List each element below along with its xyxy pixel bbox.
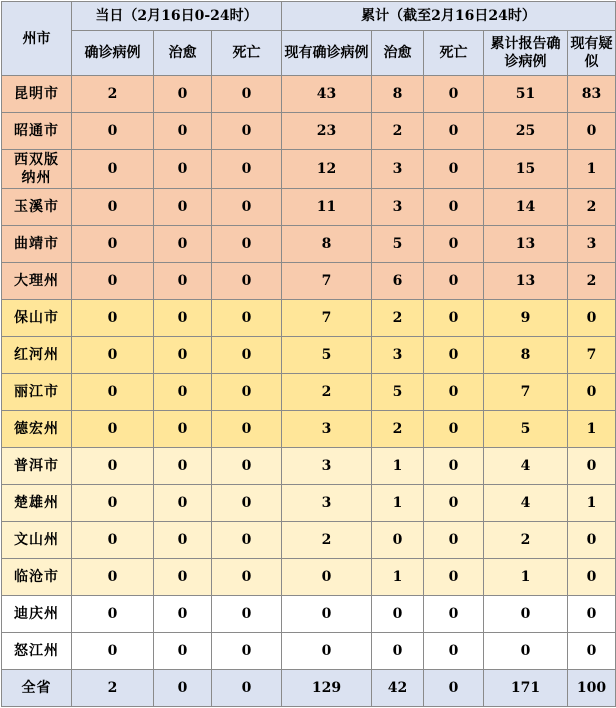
- daily-cured-cell: 0: [154, 226, 212, 263]
- cumulative-reported-cell: 1: [484, 559, 568, 596]
- daily-cured-cell: 0: [154, 150, 212, 189]
- daily-cured-header: 治愈: [154, 31, 212, 76]
- cumulative-deaths-cell: 0: [424, 300, 484, 337]
- current-confirmed-cell: 0: [282, 559, 372, 596]
- table-row: [2, 411, 616, 448]
- cumulative-deaths-cell: 0: [424, 150, 484, 189]
- region-name-cell: 德宏州: [2, 411, 72, 448]
- daily-confirmed-cell: 0: [72, 485, 154, 522]
- current-confirmed-cell: 11: [282, 189, 372, 226]
- daily-confirmed-cell: 0: [72, 596, 154, 633]
- current-suspected-cell: 83: [568, 76, 616, 113]
- current-suspected-cell: 0: [568, 300, 616, 337]
- cumulative-cured-cell: 1: [372, 559, 424, 596]
- table-row: [2, 633, 616, 670]
- cumulative-reported-cell: 7: [484, 374, 568, 411]
- current-confirmed-cell: 5: [282, 337, 372, 374]
- cumulative-reported-cell: 2: [484, 522, 568, 559]
- cumulative-group-header: 累计（截至2月16日24时）: [282, 2, 616, 31]
- region-name-cell: 楚雄州: [2, 485, 72, 522]
- current-suspected-cell: 0: [568, 596, 616, 633]
- daily-deaths-cell: 0: [212, 485, 282, 522]
- region-name-cell: 玉溪市: [2, 189, 72, 226]
- current-confirmed-cell: 7: [282, 263, 372, 300]
- daily-cured-cell: 0: [154, 337, 212, 374]
- current-suspected-cell: 1: [568, 411, 616, 448]
- cumulative-deaths-cell: 0: [424, 189, 484, 226]
- region-name-cell: 昭通市: [2, 113, 72, 150]
- cumulative-reported-cell: 5: [484, 411, 568, 448]
- current-suspected-cell: 2: [568, 263, 616, 300]
- table-body: [2, 76, 616, 670]
- daily-deaths-cell: 0: [212, 189, 282, 226]
- cumulative-deaths-cell: 0: [424, 485, 484, 522]
- daily-deaths-cell: 0: [212, 448, 282, 485]
- table-row: [2, 374, 616, 411]
- cumulative-cured-cell: 5: [372, 226, 424, 263]
- daily-deaths-cell: 0: [212, 76, 282, 113]
- total-cumulative-cured: 42: [372, 670, 424, 707]
- daily-cured-cell: 0: [154, 300, 212, 337]
- cumulative-deaths-cell: 0: [424, 559, 484, 596]
- daily-deaths-cell: 0: [212, 263, 282, 300]
- current-confirmed-cell: 3: [282, 448, 372, 485]
- table-row: [2, 337, 616, 374]
- cumulative-cured-cell: 6: [372, 263, 424, 300]
- cumulative-reported-cell: 4: [484, 485, 568, 522]
- total-daily-cured: 0: [154, 670, 212, 707]
- current-suspected-cell: 7: [568, 337, 616, 374]
- cumulative-cured-cell: 3: [372, 189, 424, 226]
- cumulative-deaths-cell: 0: [424, 374, 484, 411]
- current-confirmed-cell: 0: [282, 596, 372, 633]
- table-row: [2, 596, 616, 633]
- daily-deaths-cell: 0: [212, 150, 282, 189]
- cumulative-cured-cell: 3: [372, 150, 424, 189]
- total-label: 全省: [2, 670, 72, 707]
- current-confirmed-header: 现有确诊病例: [282, 31, 372, 76]
- table-row: [2, 300, 616, 337]
- daily-deaths-cell: 0: [212, 226, 282, 263]
- current-suspected-cell: 0: [568, 559, 616, 596]
- current-suspected-cell: 1: [568, 485, 616, 522]
- cumulative-cured-cell: 2: [372, 300, 424, 337]
- daily-cured-cell: 0: [154, 374, 212, 411]
- cumulative-cured-cell: 5: [372, 374, 424, 411]
- cumulative-reported-cell: 9: [484, 300, 568, 337]
- region-name-cell: 普洱市: [2, 448, 72, 485]
- current-suspected-header: 现有疑似: [568, 31, 616, 76]
- daily-deaths-header: 死亡: [212, 31, 282, 76]
- cumulative-deaths-cell: 0: [424, 522, 484, 559]
- current-suspected-cell: 0: [568, 113, 616, 150]
- daily-cured-cell: 0: [154, 411, 212, 448]
- daily-confirmed-cell: 0: [72, 189, 154, 226]
- total-daily-deaths: 0: [212, 670, 282, 707]
- cumulative-deaths-header: 死亡: [424, 31, 484, 76]
- daily-confirmed-cell: 0: [72, 522, 154, 559]
- current-confirmed-cell: 7: [282, 300, 372, 337]
- region-name-cell: 曲靖市: [2, 226, 72, 263]
- epidemic-stats-table: [1, 1, 616, 707]
- cumulative-cured-cell: 1: [372, 485, 424, 522]
- daily-cured-cell: 0: [154, 113, 212, 150]
- daily-confirmed-cell: 0: [72, 263, 154, 300]
- current-suspected-cell: 0: [568, 374, 616, 411]
- region-column-header: 州市: [2, 2, 72, 76]
- cumulative-reported-cell: 8: [484, 337, 568, 374]
- table-row: [2, 76, 616, 113]
- total-cumulative-deaths: 0: [424, 670, 484, 707]
- table-row: [2, 522, 616, 559]
- region-name-cell: 临沧市: [2, 559, 72, 596]
- daily-confirmed-header: 确诊病例: [72, 31, 154, 76]
- current-suspected-cell: 0: [568, 448, 616, 485]
- cumulative-deaths-cell: 0: [424, 76, 484, 113]
- region-name-cell: 文山州: [2, 522, 72, 559]
- cumulative-reported-cell: 0: [484, 596, 568, 633]
- cumulative-deaths-cell: 0: [424, 411, 484, 448]
- current-suspected-cell: 0: [568, 522, 616, 559]
- daily-confirmed-cell: 0: [72, 226, 154, 263]
- cumulative-deaths-cell: 0: [424, 633, 484, 670]
- daily-cured-cell: 0: [154, 263, 212, 300]
- daily-group-header: 当日（2月16日0-24时）: [72, 2, 282, 31]
- daily-deaths-cell: 0: [212, 411, 282, 448]
- daily-confirmed-cell: 0: [72, 633, 154, 670]
- daily-cured-cell: 0: [154, 522, 212, 559]
- current-suspected-cell: 0: [568, 633, 616, 670]
- current-suspected-cell: 3: [568, 226, 616, 263]
- table-row: [2, 226, 616, 263]
- region-name-cell: 大理州: [2, 263, 72, 300]
- table-row: [2, 189, 616, 226]
- region-name-cell: 迪庆州: [2, 596, 72, 633]
- daily-confirmed-cell: 0: [72, 337, 154, 374]
- current-confirmed-cell: 3: [282, 411, 372, 448]
- table-row: [2, 263, 616, 300]
- daily-deaths-cell: 0: [212, 596, 282, 633]
- cumulative-cured-cell: 0: [372, 522, 424, 559]
- table-row: [2, 559, 616, 596]
- daily-deaths-cell: 0: [212, 522, 282, 559]
- current-confirmed-cell: 3: [282, 485, 372, 522]
- current-confirmed-cell: 2: [282, 522, 372, 559]
- cumulative-cured-cell: 1: [372, 448, 424, 485]
- cumulative-cured-header: 治愈: [372, 31, 424, 76]
- current-confirmed-cell: 2: [282, 374, 372, 411]
- cumulative-reported-cell: 14: [484, 189, 568, 226]
- cumulative-cured-cell: 2: [372, 113, 424, 150]
- region-name-cell: 红河州: [2, 337, 72, 374]
- cumulative-deaths-cell: 0: [424, 113, 484, 150]
- current-suspected-cell: 2: [568, 189, 616, 226]
- cumulative-reported-cell: 13: [484, 226, 568, 263]
- current-confirmed-cell: 12: [282, 150, 372, 189]
- daily-deaths-cell: 0: [212, 559, 282, 596]
- daily-cured-cell: 0: [154, 76, 212, 113]
- daily-cured-cell: 0: [154, 485, 212, 522]
- cumulative-deaths-cell: 0: [424, 226, 484, 263]
- table-row: [2, 113, 616, 150]
- total-current-confirmed: 129: [282, 670, 372, 707]
- total-cumulative-reported: 171: [484, 670, 568, 707]
- current-confirmed-cell: 0: [282, 633, 372, 670]
- daily-confirmed-cell: 0: [72, 374, 154, 411]
- cumulative-reported-cell: 13: [484, 263, 568, 300]
- current-suspected-cell: 1: [568, 150, 616, 189]
- daily-deaths-cell: 0: [212, 113, 282, 150]
- daily-cured-cell: 0: [154, 559, 212, 596]
- cumulative-reported-cell: 15: [484, 150, 568, 189]
- cumulative-deaths-cell: 0: [424, 263, 484, 300]
- cumulative-reported-cell: 51: [484, 76, 568, 113]
- region-name-cell: 怒江州: [2, 633, 72, 670]
- region-name-cell: 丽江市: [2, 374, 72, 411]
- cumulative-deaths-cell: 0: [424, 596, 484, 633]
- daily-cured-cell: 0: [154, 448, 212, 485]
- cumulative-reported-cell: 4: [484, 448, 568, 485]
- total-current-suspected: 100: [568, 670, 616, 707]
- daily-confirmed-cell: 0: [72, 300, 154, 337]
- cumulative-deaths-cell: 0: [424, 448, 484, 485]
- cumulative-reported-header: 累计报告确诊病例: [484, 31, 568, 76]
- cumulative-cured-cell: 3: [372, 337, 424, 374]
- cumulative-reported-cell: 25: [484, 113, 568, 150]
- daily-confirmed-cell: 0: [72, 559, 154, 596]
- daily-confirmed-cell: 0: [72, 448, 154, 485]
- daily-confirmed-cell: 0: [72, 113, 154, 150]
- daily-confirmed-cell: 2: [72, 76, 154, 113]
- cumulative-deaths-cell: 0: [424, 337, 484, 374]
- daily-cured-cell: 0: [154, 189, 212, 226]
- region-name-cell: 昆明市: [2, 76, 72, 113]
- daily-confirmed-cell: 0: [72, 150, 154, 189]
- cumulative-cured-cell: 2: [372, 411, 424, 448]
- daily-cured-cell: 0: [154, 596, 212, 633]
- current-confirmed-cell: 23: [282, 113, 372, 150]
- cumulative-cured-cell: 0: [372, 633, 424, 670]
- daily-deaths-cell: 0: [212, 337, 282, 374]
- cumulative-cured-cell: 8: [372, 76, 424, 113]
- table-row: [2, 448, 616, 485]
- daily-confirmed-cell: 0: [72, 411, 154, 448]
- cumulative-cured-cell: 0: [372, 596, 424, 633]
- daily-deaths-cell: 0: [212, 300, 282, 337]
- daily-deaths-cell: 0: [212, 633, 282, 670]
- daily-deaths-cell: 0: [212, 374, 282, 411]
- daily-cured-cell: 0: [154, 633, 212, 670]
- table-row: [2, 150, 616, 189]
- region-name-cell: 保山市: [2, 300, 72, 337]
- cumulative-reported-cell: 0: [484, 633, 568, 670]
- total-daily-confirmed: 2: [72, 670, 154, 707]
- region-name-cell: 西双版纳州: [2, 150, 72, 189]
- current-confirmed-cell: 43: [282, 76, 372, 113]
- total-row: [2, 670, 616, 707]
- current-confirmed-cell: 8: [282, 226, 372, 263]
- table-row: [2, 485, 616, 522]
